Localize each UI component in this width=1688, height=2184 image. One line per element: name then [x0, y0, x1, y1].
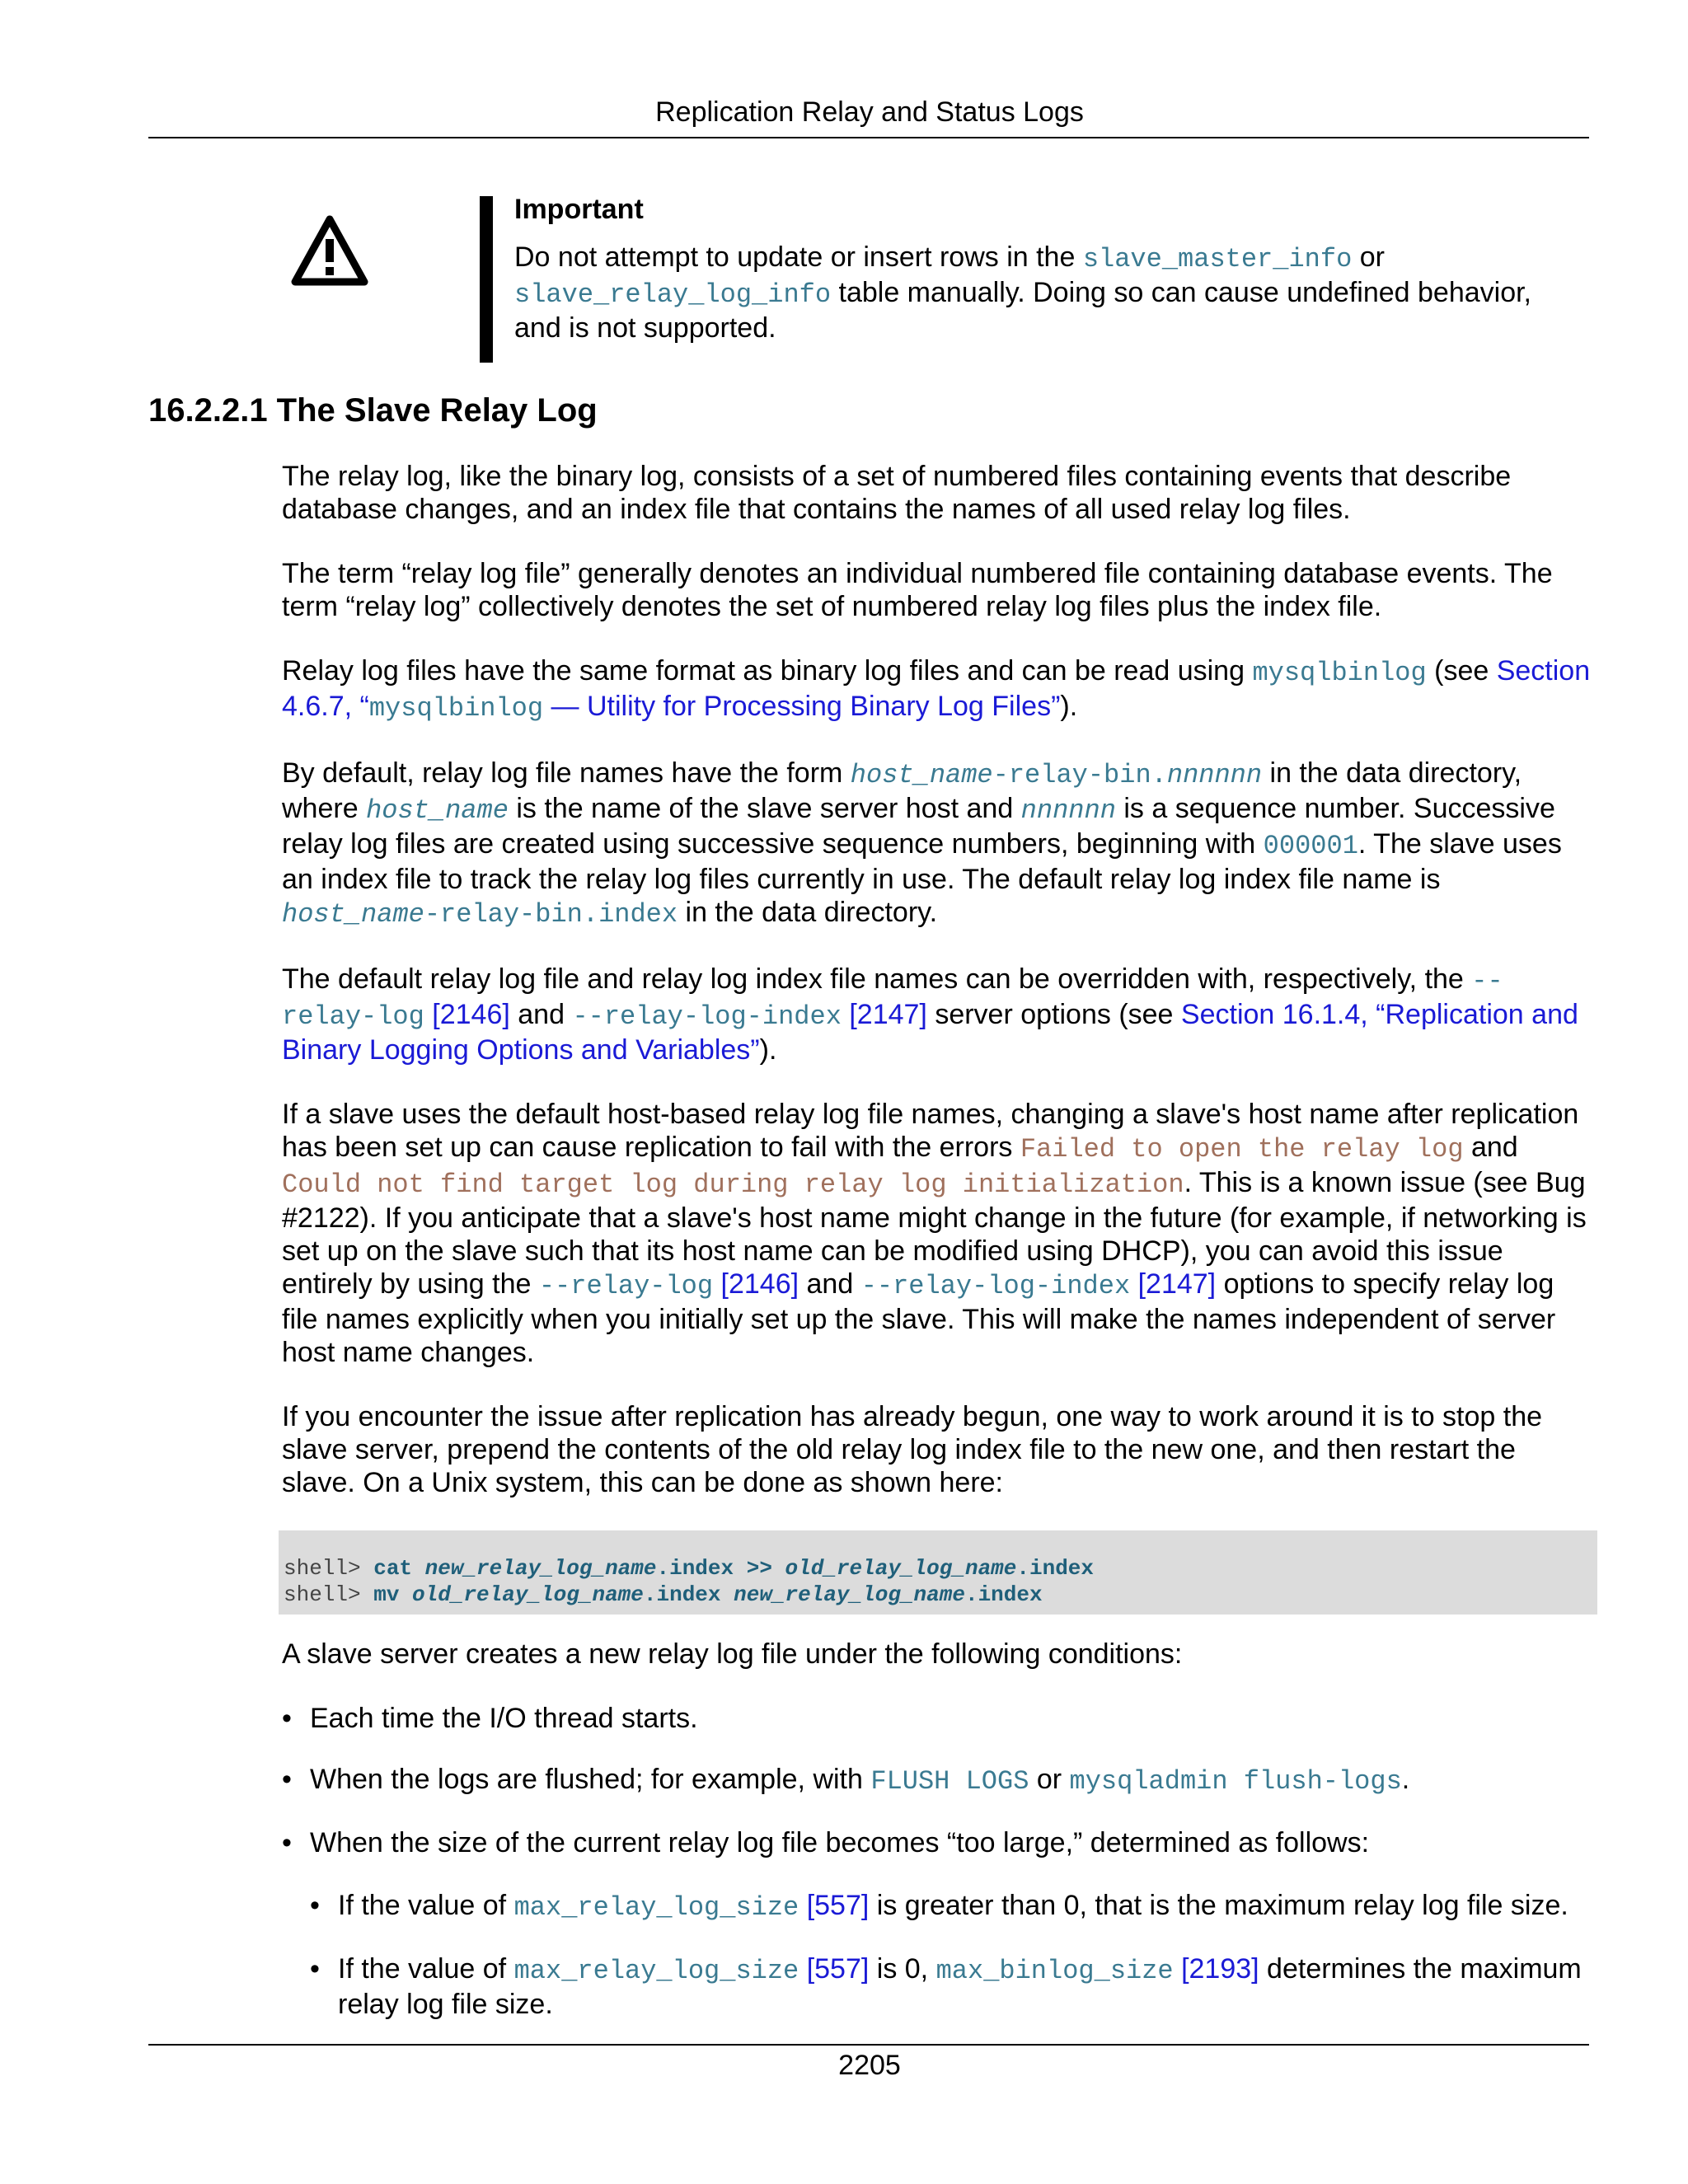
admonition-bar: [480, 196, 493, 363]
var-max-binlog-size[interactable]: max_binlog_size: [935, 1956, 1174, 1986]
ref-link-2146[interactable]: [2146]: [424, 999, 510, 1030]
link-section-4-6-7[interactable]: Section 4.6.7, “mysqlbinlog — Utility for Processing Binary Log Files”: [282, 655, 1591, 724]
ref-link-557[interactable]: [557]: [799, 1890, 870, 1921]
error-literal: Failed to open the relay log: [1020, 1134, 1464, 1165]
link-section-16-1-4[interactable]: Section 16.1.4, “Replication and Binary Logging Options and Variables”: [282, 999, 1578, 1066]
header-rule: [148, 137, 1589, 138]
important-admonition: [514, 193, 1586, 344]
paragraph: If a slave uses the default host-based relay log file names, changing a slave's host name after replication has been set up can cause replication to fail with the errors Failed to open the relay log and Could not find target log during relay log initialization. This is a known issue (see Bug #2122). If you anticipate that a slave's host name might change in the future (for example, if networking is set up on the slave such that its host name can be modified using DHCP), you can avoid this issue entirely by using the --relay-log [2146] and --relay-log-index [2147] options to specify relay log file names explicitly when you initially set up the slave. This will make the names independent of server host name changes.: [282, 1099, 1587, 1368]
code-block: shell> cat new_relay_log_name.index >> old_relay_log_name.index shell> mv old_relay_log_name.index new_relay_log_name.index: [279, 1530, 1597, 1615]
list-item: • When the logs are flushed; for example, with FLUSH LOGS or mysqladmin flush-logs.: [282, 1763, 1592, 1798]
code-mysqlbinlog: mysqlbinlog: [1252, 658, 1427, 688]
error-literal: Could not find target log during relay log initialization: [282, 1169, 1184, 1200]
ref-link-2147[interactable]: [2147]: [841, 999, 927, 1030]
code-slave-master-info: slave_master_info: [1082, 244, 1353, 274]
section-body: [282, 460, 1592, 2049]
var-max-relay-log-size[interactable]: max_relay_log_size: [513, 1956, 799, 1986]
ref-link-2146[interactable]: [2146]: [713, 1268, 799, 1300]
running-header: Replication Relay and Status Logs: [655, 96, 1084, 128]
option-relay-log[interactable]: --relay-log: [282, 966, 1503, 1032]
sub-list: [310, 1889, 1592, 2021]
option-relay-log-index[interactable]: --relay-log-index: [572, 1001, 842, 1032]
paragraph: A slave server creates a new relay log file under the following conditions:: [282, 1638, 1183, 1670]
ref-link-2147[interactable]: [2147]: [1130, 1268, 1217, 1300]
admonition-text: Do not attempt to update or insert rows in the slave_master_info or slave_relay_log_info table manually. Doing so can cause undefined behavior, and is not supported.: [514, 241, 1531, 344]
code-slave-relay-log-info: slave_relay_log_info: [514, 279, 832, 310]
paragraph: Relay log files have the same format as binary log files and can be read using mysqlbinlog (see Section 4.6.7, “mysqlbinlog — Utility for Processing Binary Log Files”).: [282, 655, 1591, 724]
option-relay-log-index[interactable]: --relay-log-index: [860, 1271, 1131, 1301]
var-max-relay-log-size[interactable]: max_relay_log_size: [513, 1892, 799, 1923]
footer-rule: [148, 2044, 1589, 2046]
list-item: • Each time the I/O thread starts.: [282, 1702, 1592, 1735]
paragraph: The term “relay log file” generally denotes an individual numbered file containing database events. The term “relay log” collectively denotes the set of numbered relay log files plus the index file.: [282, 558, 1553, 622]
list-item: • When the size of the current relay log file becomes “too large,” determined as follows: • If the value of max_relay_log_size [557] is greater than 0, that is the maximum relay log file size. • If the value of max_relay_log_size [557] is 0, max_binlog_size [2193] determines the maximum relay log file size.: [282, 1826, 1592, 2021]
paragraph: The relay log, like the binary log, consists of a set of numbered files containing events that describe database changes, and an index file that contains the names of all used relay log files.: [282, 461, 1512, 525]
ref-link-557[interactable]: [557]: [799, 1953, 870, 1985]
paragraph: By default, relay log file names have the form host_name-relay-bin.nnnnnn in the data directory, where host_name is the name of the slave server host and nnnnnn is a sequence number. Successive relay log files are created using successive sequence numbers, beginning with 000001. The slave uses an index file to track the relay log files currently in use. The default relay log index file name is host_name-relay-bin.index in the data directory.: [282, 757, 1562, 930]
page-number: 2205: [838, 2050, 901, 2081]
section-heading: 16.2.2.1 The Slave Relay Log: [148, 392, 598, 429]
conditions-list: [282, 1702, 1592, 2021]
option-relay-log[interactable]: --relay-log: [538, 1271, 714, 1301]
admonition-title: Important: [514, 194, 644, 225]
warning-icon: [290, 213, 369, 292]
list-item: • If the value of max_relay_log_size [557] is greater than 0, that is the maximum relay log file size.: [310, 1889, 1592, 1924]
paragraph: If you encounter the issue after replication has already begun, one way to work around it is to stop the slave server, prepend the contents of the old relay log index file to the new one, and then restart the slave. On a Unix system, this can be done as shown here:: [282, 1401, 1543, 1498]
ref-link-2193[interactable]: [2193]: [1173, 1953, 1259, 1985]
paragraph: The default relay log file and relay log index file names can be overridden with, respectively, the --relay-log [2146] and --relay-log-index [2147] server options (see Section 16.1.4, “Replication and Binary Logging Options and Variables”).: [282, 963, 1578, 1066]
list-item: • If the value of max_relay_log_size [557] is 0, max_binlog_size [2193] determines the maximum relay log file size.: [310, 1952, 1592, 2021]
